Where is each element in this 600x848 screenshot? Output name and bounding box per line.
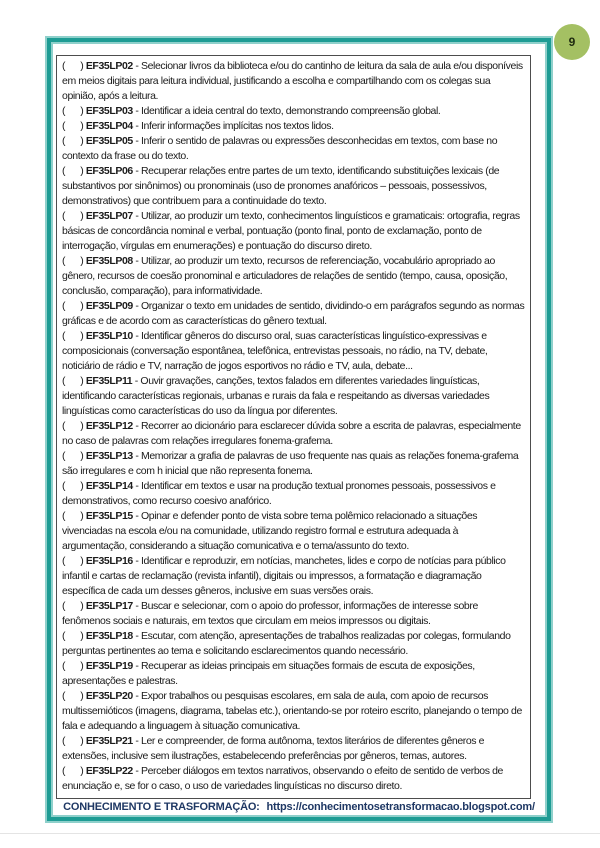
- checklist-item: [62, 254, 525, 299]
- skill-description: Utilizar, ao produzir um texto, recursos de referenciação, vocabulário apropriado ao gênero, recursos de coesão pronominal e articuladores de relações de sentido (tempo, causa, oposição, conclusão, comparação), para informatividade.: [62, 255, 508, 297]
- checklist-item: [62, 554, 525, 599]
- skill-description: Escutar, com atenção, apresentações de trabalhos realizadas por colegas, formulando perguntas pertinentes ao tema e solicitando esclarecimentos quando necessário.: [62, 630, 511, 657]
- code-separator: -: [135, 510, 139, 522]
- skill-description: Inferir o sentido de palavras ou expressões desconhecidas em textos, com base no contexto da frase ou do texto.: [62, 135, 498, 162]
- checklist-item: [62, 659, 525, 689]
- skill-description: Recorrer ao dicionário para esclarecer dúvida sobre a escrita de palavras, especialmente no caso de palavras com relações irregulares fonema-grafema.: [62, 420, 521, 447]
- checkbox-blank: ( ): [62, 555, 84, 567]
- skill-description: Ler e compreender, de forma autônoma, textos literários de diferentes gêneros e extensões, inclusive sem ilustrações, estabelecendo preferências por gêneros, temas, autores.: [62, 735, 485, 762]
- skill-description: Utilizar, ao produzir um texto, conhecimentos linguísticos e gramaticais: ortografia, regras básicas de concordância nominal e verbal, pontuação (ponto final, ponto de exclamação, ponto de interrogação, vírgulas em enumerações) e pontuação do discurso direto.: [62, 210, 520, 252]
- skill-code: EF35LP03: [85, 105, 133, 117]
- code-separator: -: [135, 165, 139, 177]
- code-separator: -: [135, 60, 139, 72]
- skill-code: EF35LP21: [85, 735, 133, 747]
- skill-code: EF35LP12: [85, 420, 133, 432]
- skill-code: EF35LP18: [85, 630, 133, 642]
- skill-code: EF35LP09: [85, 300, 133, 312]
- skill-code: EF35LP19: [85, 660, 133, 672]
- checklist-item: [62, 119, 525, 134]
- checklist-item: [62, 59, 525, 104]
- checklist-item: [62, 629, 525, 659]
- bottom-hairline: [0, 833, 600, 834]
- checkbox-blank: ( ): [62, 480, 84, 492]
- skill-code: EF35LP17: [85, 600, 133, 612]
- page-number: 9: [568, 35, 576, 49]
- skill-code: EF35LP06: [85, 165, 133, 177]
- skill-code: EF35LP07: [85, 210, 133, 222]
- code-separator: -: [134, 375, 138, 387]
- checkbox-blank: ( ): [62, 300, 84, 312]
- checklist-item: [62, 299, 525, 329]
- checklist-item: [62, 479, 525, 509]
- checkbox-blank: ( ): [62, 210, 84, 222]
- checkbox-blank: ( ): [62, 135, 84, 147]
- skill-description: Identificar gêneros do discurso oral, suas características linguístico-expressivas e composicionais (conversação espontânea, telefônica, entrevistas pessoais, no rádio, na TV, debate, noticiário de rádio e TV, narração de jogos esportivos no rádio e TV, aula, debate...: [62, 330, 488, 372]
- skill-description: Identificar e reproduzir, em notícias, manchetes, lides e corpo de notícias para público infantil e cartas de reclamação (revista infantil), digitais ou impressos, a formatação e diagramação específica de cada um desses gêneros, inclusive em suas versões orais.: [62, 555, 506, 597]
- skill-description: Recuperar relações entre partes de um texto, identificando substituições lexicais (de substantivos por sinônimos) ou pronominais (uso de pronomes anafóricos – pessoais, possessivos, demonstrativos) que contribuem para a continuidade do texto.: [62, 165, 500, 207]
- checklist-item: [62, 209, 525, 254]
- skill-description: Buscar e selecionar, com o apoio do professor, informações de interesse sobre fenômenos sociais e naturais, em textos que circulam em meios impressos ou digitais.: [62, 600, 478, 627]
- checkbox-blank: ( ): [62, 255, 84, 267]
- code-separator: -: [135, 690, 139, 702]
- checkbox-blank: ( ): [62, 765, 84, 777]
- checkbox-blank: ( ): [62, 600, 84, 612]
- code-separator: -: [135, 120, 139, 132]
- checklist-item: [62, 134, 525, 164]
- skill-code: EF35LP02: [85, 60, 133, 72]
- footer-url-link[interactable]: https://conhecimentosetransformacao.blogspot.com/: [266, 801, 535, 813]
- checklist-item: [62, 509, 525, 554]
- checkbox-blank: ( ): [62, 375, 84, 387]
- checkbox-blank: ( ): [62, 450, 84, 462]
- skill-code: EF35LP20: [85, 690, 133, 702]
- checklist-item: [62, 449, 525, 479]
- code-separator: -: [135, 300, 139, 312]
- code-separator: -: [135, 630, 139, 642]
- checkbox-blank: ( ): [62, 165, 84, 177]
- skill-description: Organizar o texto em unidades de sentido, dividindo-o em parágrafos segundo as normas gráficas e de acordo com as características do gênero textual.: [62, 300, 525, 327]
- code-separator: -: [135, 450, 139, 462]
- code-separator: -: [135, 105, 139, 117]
- skill-code: EF35LP14: [85, 480, 133, 492]
- skill-code: EF35LP15: [85, 510, 133, 522]
- checkbox-blank: ( ): [62, 105, 84, 117]
- page-border-mid: [47, 38, 551, 821]
- skill-code: EF35LP04: [85, 120, 133, 132]
- skill-description: Identificar a ideia central do texto, demonstrando compreensão global.: [141, 105, 441, 117]
- code-separator: -: [135, 660, 139, 672]
- checkbox-blank: ( ): [62, 420, 84, 432]
- checkbox-blank: ( ): [62, 690, 84, 702]
- code-separator: -: [135, 555, 139, 567]
- checkbox-blank: ( ): [62, 60, 84, 72]
- page-content-area: [51, 42, 547, 817]
- skill-code: EF35LP13: [85, 450, 133, 462]
- skill-description: Expor trabalhos ou pesquisas escolares, em sala de aula, com apoio de recursos multissemióticos (imagens, diagrama, tabelas etc.), orientando-se por roteiro escrito, planejando o tempo de fala e adequando a linguagem à situação comunicativa.: [62, 690, 522, 732]
- checkbox-blank: ( ): [62, 330, 84, 342]
- footer: [53, 801, 545, 813]
- page-border: [45, 36, 553, 823]
- skills-checklist-box: [56, 55, 531, 799]
- skill-description: Opinar e defender ponto de vista sobre tema polêmico relacionado a situações vivenciadas na escola e/ou na comunidade, utilizando registro formal e estrutura adequada à argumentação, considerando a situação comunicativa e o tema/assunto do texto.: [62, 510, 478, 552]
- skill-description: Selecionar livros da biblioteca e/ou do cantinho de leitura da sala de aula e/ou disponíveis em meios digitais para leitura individual, justificando a escolha e compartilhando com os colegas sua opinião, após a leitura.: [62, 60, 523, 102]
- checkbox-blank: ( ): [62, 660, 84, 672]
- checkbox-blank: ( ): [62, 510, 84, 522]
- checkbox-blank: ( ): [62, 630, 84, 642]
- skill-description: Memorizar a grafia de palavras de uso frequente nas quais as relações fonema-grafema são irregulares e com h inicial que não representa fonema.: [62, 450, 519, 477]
- checklist-item: [62, 734, 525, 764]
- code-separator: -: [135, 600, 139, 612]
- skill-description: Ouvir gravações, canções, textos falados em diferentes variedades linguísticas, identificando características regionais, urbanas e rurais da fala e respeitando as diversas variedades linguísticas como características do uso da língua por diferentes.: [62, 375, 490, 417]
- code-separator: -: [135, 330, 139, 342]
- checklist-item: [62, 164, 525, 209]
- code-separator: -: [135, 765, 139, 777]
- skill-code: EF35LP05: [85, 135, 133, 147]
- code-separator: -: [135, 420, 139, 432]
- checklist-item: [62, 599, 525, 629]
- checklist-item: [62, 104, 525, 119]
- skill-code: EF35LP11: [85, 375, 133, 387]
- checklist-item: [62, 329, 525, 374]
- skill-description: Perceber diálogos em textos narrativos, observando o efeito de sentido de verbos de enunciação e, se for o caso, o uso de variedades linguísticas no discurso direto.: [62, 765, 503, 792]
- page-number-badge: [554, 24, 590, 60]
- checklist-item: [62, 689, 525, 734]
- code-separator: -: [135, 135, 139, 147]
- skill-description: Inferir informações implícitas nos textos lidos.: [141, 120, 334, 132]
- skill-description: Identificar em textos e usar na produção textual pronomes pessoais, possessivos e demonstrativos, como recurso coesivo anafórico.: [62, 480, 496, 507]
- skill-code: EF35LP16: [85, 555, 133, 567]
- skill-code: EF35LP10: [85, 330, 133, 342]
- checklist-item: [62, 419, 525, 449]
- checklist-item: [62, 374, 525, 419]
- footer-blog-name: CONHECIMENTO E TRASFORMAÇÃO:: [63, 801, 260, 813]
- checklist-item: [62, 764, 525, 794]
- checkbox-blank: ( ): [62, 735, 84, 747]
- skill-description: Recuperar as ideias principais em situações formais de escuta de exposições, apresentações e palestras.: [62, 660, 475, 687]
- code-separator: -: [135, 735, 139, 747]
- code-separator: -: [135, 210, 139, 222]
- code-separator: -: [135, 480, 139, 492]
- checkbox-blank: ( ): [62, 120, 84, 132]
- skill-code: EF35LP08: [85, 255, 133, 267]
- code-separator: -: [135, 255, 139, 267]
- skill-code: EF35LP22: [85, 765, 133, 777]
